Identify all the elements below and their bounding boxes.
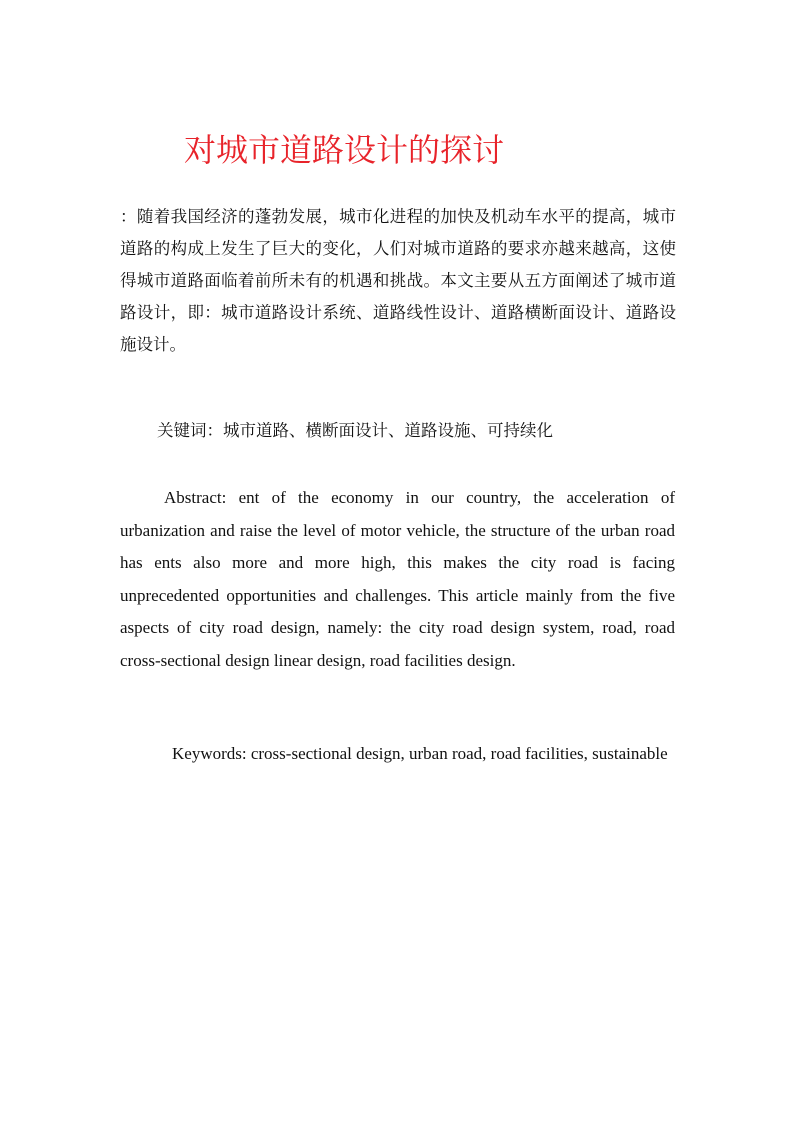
chinese-abstract: ：随着我国经济的蓬勃发展，城市化进程的加快及机动车水平的提高，城市道路的构成上发生了巨大的变化，人们对城市道路的要求亦越来越高，这使得城市道路面临着前所未有的机遇和挑战。本文主要从五方面阐述了城市道路设计，即：城市道路设计系统、道路线性设计、道路横断面设计、道路设施设计。	[120, 207, 676, 354]
english-keywords: Keywords: cross-sectional design, urban road, road facilities, sustainable	[172, 744, 668, 763]
chinese-keywords: 关键词：城市道路、横断面设计、道路设施、可持续化	[157, 421, 553, 440]
document-title: 对城市道路设计的探讨	[184, 131, 505, 169]
english-abstract: Abstract: ent of the economy in our country, the acceleration of urbanization and raise the level of motor vehicle, the structure of the urban road has ents also more and more high, this makes the city road is facing unprecedented opportunities and challenges. This article mainly from the five aspects of city road design, namely: the city road design system, road, road cross-sectional design linear design, road facilities design.	[120, 488, 675, 670]
